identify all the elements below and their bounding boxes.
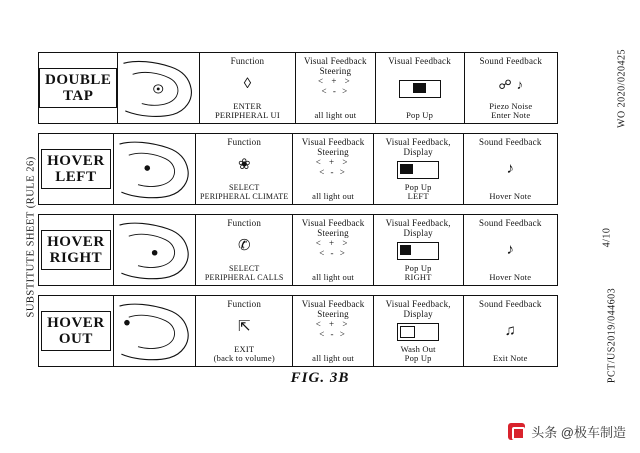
vfd-caption-line1: Pop Up — [404, 262, 432, 273]
music-note-icon: ♪ — [506, 161, 515, 178]
visual-feedback-display-cell — [374, 296, 464, 366]
sound-feedback-cell — [464, 296, 557, 366]
vfs-caption: all light out — [312, 272, 354, 283]
function-header: Function — [230, 56, 265, 66]
function-caption-line2: PERIPHERAL UI — [215, 110, 280, 121]
gesture-label — [41, 230, 111, 270]
gesture-label-line1: HOVER — [47, 152, 105, 169]
steering-plus-row: < + > — [318, 76, 353, 87]
sound-feedback-cell — [465, 53, 557, 123]
fan-climate-icon: ❀ — [237, 157, 251, 174]
function-caption-line1: EXIT — [234, 343, 255, 354]
table-row — [38, 52, 558, 124]
watermark — [508, 422, 626, 441]
vfs-header-line2: Steering — [317, 147, 349, 158]
gesture-cell — [39, 134, 114, 204]
steering-minus-row: < - > — [319, 328, 347, 339]
publication-number-label: WO 2020/020425 — [616, 49, 628, 128]
gesture-label-line2: OUT — [58, 331, 93, 347]
function-cell — [196, 134, 293, 204]
function-cell — [196, 296, 293, 366]
steering-plus-row: < + > — [315, 238, 351, 249]
touch-surface-cell — [114, 215, 196, 285]
vfs-header-line1: Visual Feedback — [301, 137, 365, 147]
steering-wheel-pad-sketch — [114, 215, 195, 285]
function-caption — [215, 102, 280, 123]
function-caption — [205, 265, 284, 285]
hover-point-out — [124, 320, 130, 326]
steering-arrows — [318, 77, 353, 96]
steering-arrows — [316, 158, 351, 177]
sound-feedback-cell — [464, 134, 557, 204]
visual-feedback-steering-cell — [293, 134, 373, 204]
function-caption — [200, 184, 288, 204]
function-caption — [214, 345, 275, 366]
steering-arrows — [316, 320, 351, 339]
steering-plus-row: < + > — [315, 157, 351, 168]
gesture-label-line1: HOVER — [47, 314, 105, 331]
visual-feedback-steering-cell — [293, 215, 373, 285]
vfs-header-line2: Steering — [319, 66, 352, 77]
vfs-header-line1: Visual Feedback — [304, 56, 367, 66]
vfd-caption-line2: Pop Up — [404, 353, 432, 364]
vfd-caption-line1: Wash Out — [400, 343, 436, 354]
touch-surface-cell — [118, 53, 199, 123]
visual-feedback-display-cell — [374, 134, 464, 204]
vfs-caption: all light out — [314, 110, 357, 121]
sound-header: Sound Feedback — [479, 56, 543, 66]
table-row — [38, 295, 558, 367]
vfd-header: Visual Feedback, Display — [385, 137, 451, 158]
double-music-note-icon: ♫ — [504, 323, 516, 340]
vfd-caption — [401, 345, 436, 366]
gesture-cell — [39, 215, 114, 285]
function-caption-line2: (back to volume) — [213, 353, 275, 364]
function-header: Function — [227, 299, 262, 309]
table-row — [38, 133, 558, 205]
function-caption-line2: PERIPHERAL CLIMATE — [200, 192, 289, 202]
function-cell — [200, 53, 296, 123]
vfd-header: Visual Feedback, Display — [385, 218, 451, 239]
vfs-header-line2: Steering — [317, 228, 349, 239]
gesture-cell — [39, 296, 114, 366]
gesture-label-line2: TAP — [62, 88, 94, 104]
sound-caption-line1: Piezo Noise — [489, 100, 533, 111]
toutiao-logo-icon — [508, 423, 525, 440]
sound-caption: Hover Note — [489, 272, 532, 283]
function-caption-line2: PERIPHERAL CALLS — [204, 273, 284, 283]
visual-feedback-steering-cell — [293, 296, 373, 366]
function-caption-line1: SELECT — [228, 264, 260, 274]
vfd-caption-line1: Pop Up — [404, 181, 432, 192]
steering-wheel-pad-sketch — [114, 296, 195, 366]
diamond-icon: ◊ — [243, 75, 252, 92]
sound-caption: Hover Note — [489, 191, 532, 202]
vfs-header-line1: Visual Feedback — [301, 299, 365, 309]
vfd-caption — [405, 264, 432, 285]
display-popup-icon — [397, 323, 439, 341]
vfd-caption: Pop Up — [406, 110, 434, 121]
vfd-header: Visual Feedback — [388, 56, 451, 66]
exit-arrow-icon: ⇱ — [237, 318, 251, 335]
sound-header: Sound Feedback — [478, 137, 542, 147]
sound-caption-line2: Enter Note — [491, 110, 531, 121]
figure-label: FIG. 3B — [290, 370, 350, 386]
visual-feedback-display-cell — [374, 215, 464, 285]
visual-feedback-display-cell — [376, 53, 465, 123]
sheet-number-label: 4/10 — [601, 227, 613, 248]
vfd-header: Visual Feedback, Display — [385, 299, 451, 320]
steering-minus-row: < - > — [319, 166, 347, 177]
gesture-label-line1: DOUBLE — [45, 71, 112, 88]
function-caption-line1: ENTER — [233, 100, 262, 111]
steering-wheel-pad-sketch — [118, 53, 198, 123]
vfd-direction: LEFT — [407, 191, 429, 202]
visual-feedback-steering-cell — [296, 53, 376, 123]
vfs-caption: all light out — [312, 191, 354, 202]
phone-calls-icon: ✆ — [237, 238, 251, 255]
sound-wave-icon: ♪ — [516, 76, 524, 92]
gesture-label-line1: HOVER — [47, 233, 105, 250]
steering-arrows — [316, 239, 351, 258]
function-caption-line1: SELECT — [228, 183, 260, 193]
sound-header: Sound Feedback — [478, 218, 542, 228]
table-row — [38, 214, 558, 286]
function-header: Function — [227, 218, 262, 228]
sound-header: Sound Feedback — [478, 299, 542, 309]
vfs-header-line2: Steering — [317, 309, 349, 320]
display-popup-icon — [397, 242, 439, 260]
hover-point-right — [152, 250, 158, 256]
sound-feedback-cell — [464, 215, 557, 285]
touch-surface-cell — [114, 134, 196, 204]
gesture-cell — [39, 53, 118, 123]
display-popup-icon — [397, 161, 439, 179]
function-cell — [196, 215, 293, 285]
steering-minus-row: < - > — [321, 85, 350, 96]
piezo-speaker-icon: ☍ — [498, 76, 512, 92]
gesture-label — [41, 149, 111, 189]
vfs-caption: all light out — [312, 353, 354, 364]
substitute-sheet-label: SUBSTITUTE SHEET (RULE 26) — [25, 156, 37, 318]
sound-caption — [489, 102, 532, 123]
function-header: Function — [227, 137, 262, 147]
vfd-caption — [405, 183, 432, 204]
watermark-text: 头条 @极车制造 — [531, 425, 626, 440]
steering-plus-row: < + > — [315, 319, 351, 330]
vfs-header-line1: Visual Feedback — [301, 218, 365, 228]
vfd-direction: RIGHT — [404, 272, 432, 283]
sound-caption: Exit Note — [492, 353, 528, 364]
steering-wheel-pad-sketch — [114, 134, 195, 204]
display-popup-icon — [399, 80, 441, 98]
steering-minus-row: < - > — [319, 247, 347, 258]
touch-surface-cell — [114, 296, 196, 366]
gesture-label — [39, 68, 117, 108]
music-note-icon: ♪ — [506, 242, 515, 259]
gesture-label — [41, 311, 111, 351]
application-number-label: PCT/US2019/044603 — [606, 287, 618, 384]
hover-point-left — [144, 165, 150, 171]
gesture-label-line2: LEFT — [55, 169, 97, 185]
gesture-label-line2: RIGHT — [49, 250, 103, 266]
